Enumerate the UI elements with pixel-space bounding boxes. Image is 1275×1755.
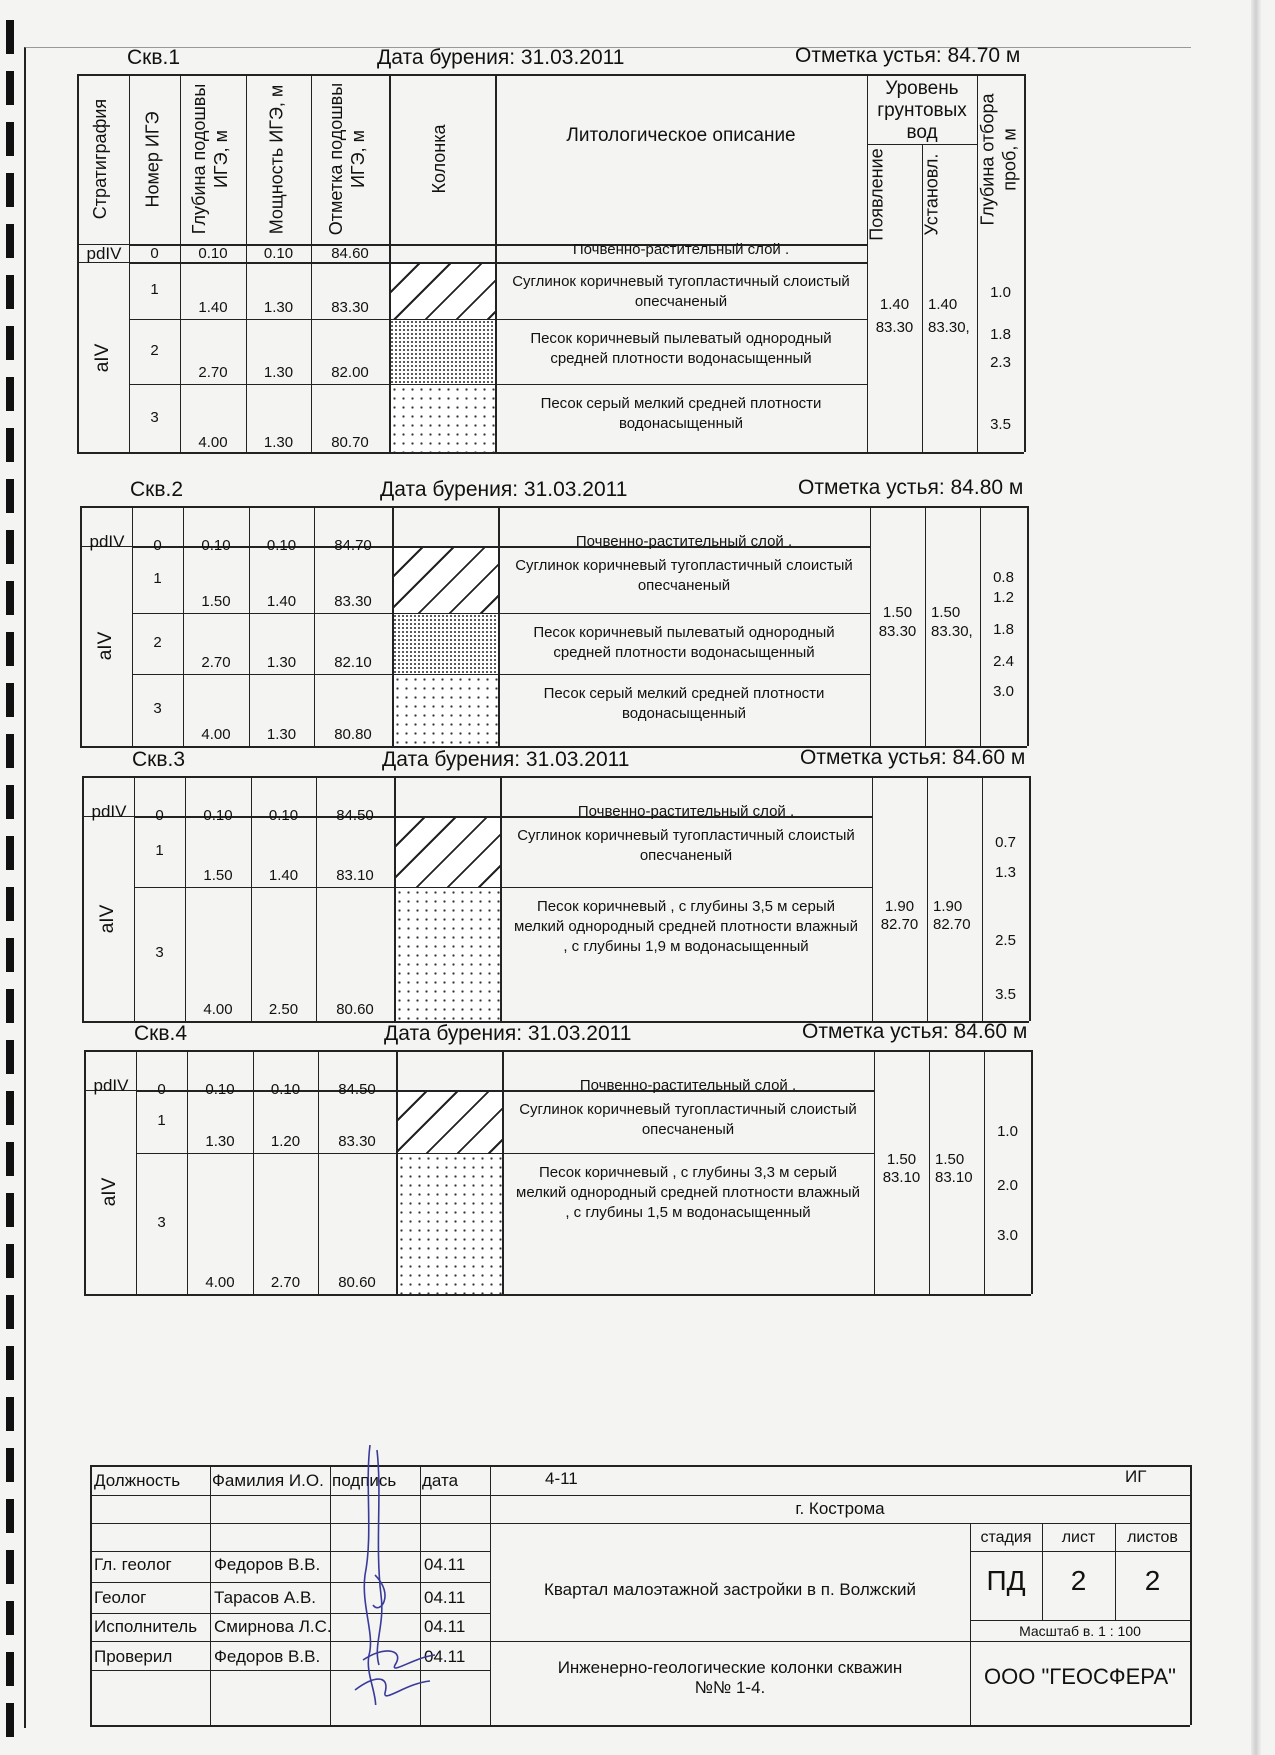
sample-depth: 2.5: [995, 932, 1016, 949]
silty-sand-pattern: [393, 614, 498, 674]
doc-type: ИГ: [1125, 1467, 1147, 1486]
drilling-date: Дата бурения: 31.03.2011: [384, 1022, 632, 1045]
ige-number: 3: [153, 700, 162, 717]
grid-line: [392, 506, 394, 746]
binding-hole: [6, 1193, 14, 1227]
grid-line: [1024, 74, 1026, 452]
water-set-value: 83.10: [935, 1169, 973, 1186]
groundwater-header: Уровень грунтовых вод: [877, 78, 967, 143]
lithology-description: Почвенно-растительный слой .: [575, 533, 793, 550]
grid-line: [134, 887, 872, 888]
grid-line: [80, 506, 1027, 508]
layer-depth: 4.00: [201, 726, 231, 743]
layer-thickness: 1.30: [266, 654, 297, 671]
borehole-log: [82, 748, 1032, 1033]
binding-hole: [6, 479, 14, 513]
binding-hole: [6, 1703, 14, 1737]
grid-line: [84, 1294, 1031, 1296]
sample-depth-header: Глубина отбора проб, м: [976, 93, 1019, 225]
fine-sand-pattern: [390, 385, 495, 454]
sample-depth: 2.4: [993, 653, 1014, 670]
binding-holes: [6, 0, 18, 1755]
layer-elevation: 82.10: [334, 654, 372, 671]
binding-hole: [6, 887, 14, 921]
lithology-description: Суглинок коричневый тугопластичный слоистый опесчаненый: [512, 273, 850, 310]
sheet-value: 2: [1070, 1565, 1087, 1596]
binding-hole: [6, 1142, 14, 1176]
city: г. Кострома: [795, 1499, 885, 1518]
thickness-header: Мощность ИГЭ, м: [265, 84, 286, 234]
grid-line: [330, 1465, 331, 1725]
layer-thickness: 0.10: [270, 1081, 301, 1098]
loam-pattern: [390, 263, 496, 319]
grid-line: [210, 1465, 211, 1725]
layer-elevation: 84.70: [334, 537, 372, 554]
layer-thickness: 2.50: [268, 1001, 299, 1018]
layer-depth: 4.00: [203, 1001, 233, 1018]
binding-hole: [6, 1346, 14, 1380]
col-date-header: дата: [422, 1471, 459, 1490]
ige-number: 2: [153, 633, 162, 651]
ige-number: 2: [150, 341, 159, 359]
wellhead-elevation: Отметка устья: 84.60 м: [802, 1020, 1028, 1043]
grid-line: [132, 613, 870, 614]
stratigraphy-a: aIV: [99, 1177, 120, 1207]
water-set-value: 1.90: [933, 898, 963, 915]
borehole-log: [80, 478, 1030, 758]
lithology-description: Песок коричневый , с глубины 3,5 м серый мелкий однородный средней плотности влажный , с глубины 1,9 м водонасыщенный: [514, 898, 858, 955]
lithology-description: Суглинок коричневый тугопластичный слоистый опесчаненый: [515, 557, 853, 594]
layer-depth: 1.50: [203, 867, 233, 884]
sample-depth: 1.0: [997, 1123, 1018, 1140]
person-date: 04.11: [424, 1555, 466, 1574]
lithology-description: Почвенно-растительный слой .: [579, 1077, 797, 1094]
grid-line: [84, 1050, 1031, 1052]
water-appear-value: 1.50: [886, 1151, 917, 1168]
borehole-log: [84, 1022, 1034, 1306]
person-position: Геолог: [94, 1588, 147, 1607]
lithology-header: Литологическое описание: [566, 125, 796, 146]
ige-number: 3: [155, 944, 164, 961]
binding-hole: [6, 581, 14, 615]
lithology-description: Суглинок коричневый тугопластичный слоистый опесчаненый: [517, 827, 855, 864]
layer-elevation: 83.10: [336, 867, 374, 884]
grid-line: [984, 1050, 985, 1294]
binding-hole: [6, 71, 14, 105]
grid-line: [490, 1523, 1190, 1524]
borehole-title: Скв.3: [132, 748, 186, 771]
grid-line: [970, 1620, 1190, 1621]
signature-stroke: [373, 1575, 385, 1608]
ige-number: 1: [157, 1111, 166, 1129]
layer-depth: 0.10: [198, 245, 228, 262]
water-set-value: 1.50: [931, 604, 961, 621]
grid-line: [129, 262, 867, 264]
lithology-description: Почвенно-растительный слой .: [577, 803, 795, 820]
person-position: Гл. геолог: [94, 1555, 172, 1574]
layer-elevation: 84.60: [331, 245, 369, 262]
binding-hole: [6, 734, 14, 768]
stratigraphy-a: aIV: [92, 343, 113, 373]
grid-line: [490, 1495, 1190, 1496]
layer-thickness: 1.40: [266, 593, 297, 610]
grid-line: [77, 74, 1024, 76]
grid-line: [502, 1050, 504, 1294]
grid-line: [929, 1050, 930, 1294]
grid-line: [90, 1725, 1190, 1727]
layer-depth: 4.00: [205, 1274, 235, 1291]
sample-depth: 1.8: [993, 621, 1014, 638]
borehole-title: Скв.1: [127, 46, 181, 69]
binding-hole: [6, 632, 14, 666]
wellhead-elevation: Отметка устья: 84.80 м: [798, 476, 1024, 499]
grid-line: [90, 1465, 92, 1725]
layer-elevation: 84.50: [338, 1081, 376, 1098]
water-set-value: 1.50: [935, 1151, 965, 1168]
sample-depth: 3.0: [993, 683, 1014, 700]
layer-thickness: 0.10: [266, 537, 297, 554]
water-appear-value: 1.90: [884, 898, 915, 915]
page-edge-shadow: [1251, 0, 1261, 1755]
sample-depth: 2.0: [997, 1177, 1018, 1194]
binding-hole: [6, 326, 14, 360]
person-date: 04.11: [424, 1588, 466, 1607]
layer-thickness: 1.30: [266, 726, 297, 743]
water-appear-value: 83.30: [878, 623, 917, 640]
project-name: Квартал малоэтажной застройки в п. Волжский: [543, 1580, 917, 1599]
lithology-description: Песок серый мелкий средней плотности водонасыщенный: [543, 685, 825, 722]
signatures: [335, 1445, 475, 1705]
stratigraphy-pd: pdIV: [91, 802, 127, 821]
sample-depth: 1.2: [993, 589, 1014, 606]
ige-number: 0: [157, 1081, 166, 1098]
grid-line: [970, 1551, 1190, 1552]
elevation-header: Отметка подошвы ИГЭ, м: [326, 82, 368, 236]
layer-depth: 0.10: [205, 1081, 235, 1098]
loam-pattern: [397, 1091, 503, 1153]
binding-hole: [6, 377, 14, 411]
layer-depth: 2.70: [201, 654, 231, 671]
drawing-name: Инженерно-геологические колонки скважин №№ 1-4.: [557, 1658, 903, 1697]
sample-depth: 3.5: [995, 986, 1016, 1003]
sample-depth: 1.0: [990, 284, 1011, 301]
water-appear-value: 83.30: [875, 319, 914, 336]
sample-depth: 0.7: [995, 834, 1016, 851]
layer-depth: 0.10: [203, 807, 233, 824]
grid-line: [1031, 1050, 1033, 1294]
sample-depth: 2.3: [990, 354, 1011, 371]
binding-hole: [6, 938, 14, 972]
ige-number: 0: [155, 807, 164, 824]
title-block: [90, 1465, 1190, 1725]
water-set-value: 82.70: [933, 916, 971, 933]
layer-elevation: 80.70: [331, 434, 369, 451]
layer-depth: 1.40: [198, 299, 228, 316]
drilling-date: Дата бурения: 31.03.2011: [377, 46, 625, 69]
layer-depth: 1.30: [205, 1133, 235, 1150]
fine-sand-pattern: [397, 1154, 502, 1294]
lithology-description: Суглинок коричневый тугопластичный слоистый опесчаненый: [519, 1101, 857, 1138]
wellhead-elevation: Отметка устья: 84.70 м: [795, 44, 1021, 67]
ige-number: 0: [150, 245, 159, 262]
binding-hole: [6, 683, 14, 717]
grid-line: [490, 1641, 1190, 1642]
company-name: ООО "ГЕОСФЕРА": [984, 1664, 1176, 1689]
layer-thickness: 0.10: [263, 245, 294, 262]
grid-line: [925, 506, 926, 746]
stratigraphy-pd: pdIV: [93, 1076, 129, 1095]
layer-elevation: 83.30: [331, 299, 369, 316]
binding-hole: [6, 224, 14, 258]
fine-sand-pattern: [393, 675, 498, 746]
water-set-value: 83.30,: [928, 319, 970, 336]
loam-pattern: [395, 817, 501, 887]
col-sign-header: подпись: [332, 1471, 397, 1490]
col-position-header: Должность: [94, 1471, 181, 1490]
binding-hole: [6, 173, 14, 207]
binding-hole: [6, 1550, 14, 1584]
ige-number: 3: [157, 1213, 166, 1231]
lithology-description: Песок коричневый , с глубины 3,3 м серый мелкий однородный средней плотности влажный , с глубины 1,5 м водонасыщенный: [516, 1164, 860, 1221]
binding-hole: [6, 530, 14, 564]
layer-depth: 2.70: [198, 364, 228, 381]
grid-line: [1027, 506, 1029, 746]
layer-elevation: 80.60: [336, 1001, 374, 1018]
binding-hole: [6, 1397, 14, 1431]
col-name-header: Фамилия И.О.: [212, 1471, 324, 1490]
ige-number: 1: [150, 280, 159, 298]
stratigraphy-a: aIV: [97, 904, 118, 933]
sheets-label: листов: [1127, 1529, 1178, 1546]
signature-stroke: [355, 1679, 430, 1696]
grid-line: [82, 776, 1029, 778]
ige-number: 0: [153, 537, 162, 554]
binding-hole: [6, 1295, 14, 1329]
grid-line: [129, 319, 867, 320]
sample-depth: 1.8: [990, 326, 1011, 343]
water-set-value: 1.40: [928, 296, 958, 313]
layer-thickness: 2.70: [270, 1274, 301, 1291]
water-appear-value: 1.50: [882, 604, 913, 621]
water-appear-value: 82.70: [880, 916, 919, 933]
person-name: Федоров В.В.: [214, 1647, 321, 1666]
binding-hole: [6, 1091, 14, 1125]
person-position: Проверил: [94, 1647, 173, 1666]
person-name: Смирнова Л.С.: [214, 1617, 332, 1636]
sheet-label: лист: [1061, 1529, 1096, 1546]
binding-hole: [6, 1601, 14, 1635]
layer-thickness: 1.30: [263, 364, 294, 381]
water-appear-header: Появление: [866, 147, 886, 241]
stage-label: стадия: [980, 1529, 1032, 1546]
layer-thickness: 1.20: [270, 1133, 301, 1150]
binding-hole: [6, 20, 14, 54]
wellhead-elevation: Отметка устья: 84.60 м: [800, 746, 1026, 769]
layer-thickness: 0.10: [268, 807, 299, 824]
layer-elevation: 83.30: [338, 1133, 376, 1150]
lithology-description: Песок коричневый пылеватый однородный средней плотности водонасыщенный: [530, 330, 832, 367]
fine-sand-pattern: [395, 888, 500, 1021]
person-position: Исполнитель: [94, 1617, 198, 1636]
grid-line: [90, 1465, 1190, 1467]
grid-line: [77, 452, 1024, 454]
water-set-value: 83.30,: [931, 623, 973, 640]
binding-hole: [6, 785, 14, 819]
grid-line: [132, 674, 870, 675]
person-name: Федоров В.В.: [214, 1555, 321, 1574]
grid-line: [927, 776, 928, 1021]
drilling-date: Дата бурения: 31.03.2011: [382, 748, 630, 771]
borehole-title: Скв.4: [134, 1022, 188, 1045]
binding-hole: [6, 1244, 14, 1278]
grid-line: [982, 776, 983, 1021]
grid-line: [500, 776, 502, 1021]
ige-number: 3: [150, 409, 159, 426]
person-date: 04.11: [424, 1617, 466, 1636]
layer-elevation: 82.00: [331, 364, 369, 381]
silty-sand-pattern: [390, 320, 495, 384]
binding-hole: [6, 428, 14, 462]
signature-stroke: [364, 1445, 375, 1705]
water-appear-value: 83.10: [882, 1169, 921, 1186]
sample-depth: 3.0: [997, 1227, 1018, 1244]
binding-hole: [6, 1652, 14, 1686]
layer-thickness: 1.40: [268, 867, 299, 884]
scale: Масштаб в. 1 : 100: [1019, 1623, 1141, 1639]
stratigraphy-pd: pdIV: [89, 532, 125, 551]
grid-line: [867, 144, 977, 145]
layer-elevation: 83.30: [334, 593, 372, 610]
layer-thickness: 1.30: [263, 434, 294, 451]
lithology-description: Песок коричневый пылеватый однородный средней плотности водонасыщенный: [533, 624, 835, 661]
loam-pattern: [393, 547, 499, 613]
grid-line: [1029, 776, 1031, 1021]
layer-depth: 0.10: [201, 537, 231, 554]
binding-hole: [6, 1040, 14, 1074]
person-name: Тарасов А.В.: [214, 1588, 317, 1607]
stratigraphy-header: Стратиграфия: [90, 98, 110, 220]
stage-value: ПД: [986, 1565, 1026, 1596]
grid-line: [396, 1050, 398, 1294]
ige-number: 1: [155, 841, 164, 859]
binding-hole: [6, 122, 14, 156]
lithology-description: Почвенно-растительный слой .: [572, 241, 790, 258]
grid-line: [136, 1153, 874, 1154]
stratigraphy-pd: pdIV: [86, 244, 122, 263]
layer-elevation: 80.60: [338, 1274, 376, 1291]
binding-hole: [6, 1499, 14, 1533]
grid-line: [129, 384, 867, 385]
doc-code: 4-11: [545, 1469, 578, 1488]
column-header: Колонка: [429, 124, 449, 194]
depth-header: Глубина подошвы ИГЭ, м: [189, 83, 231, 235]
grid-line: [394, 776, 396, 1021]
water-appear-value: 1.40: [879, 296, 910, 313]
binding-hole: [6, 989, 14, 1023]
sample-depth: 1.3: [995, 864, 1016, 881]
stratigraphy-a: aIV: [95, 631, 116, 661]
water-set-header: Установл.: [921, 153, 941, 235]
layer-elevation: 84.50: [336, 807, 374, 824]
ige-number-header: Номер ИГЭ: [141, 110, 162, 208]
grid-line: [1190, 1465, 1192, 1725]
sample-depth: 3.5: [990, 416, 1011, 433]
binding-hole: [6, 275, 14, 309]
layer-depth: 1.50: [201, 593, 231, 610]
person-date: 04.11: [424, 1647, 466, 1666]
layer-thickness: 1.30: [263, 299, 294, 316]
ige-number: 1: [153, 569, 162, 587]
sample-depth: 0.8: [993, 569, 1014, 586]
grid-line: [498, 506, 500, 746]
binding-hole: [6, 836, 14, 870]
signature-stroke: [377, 1450, 382, 1665]
borehole-title: Скв.2: [130, 478, 184, 501]
lithology-description: Песок серый мелкий средней плотности водонасыщенный: [540, 395, 822, 432]
borehole-log: [77, 46, 1027, 464]
binding-hole: [6, 1448, 14, 1482]
layer-elevation: 80.80: [334, 726, 372, 743]
layer-depth: 4.00: [198, 434, 228, 451]
signature-stroke: [363, 1651, 435, 1668]
drilling-date: Дата бурения: 31.03.2011: [380, 478, 628, 501]
sheets-value: 2: [1144, 1565, 1161, 1596]
